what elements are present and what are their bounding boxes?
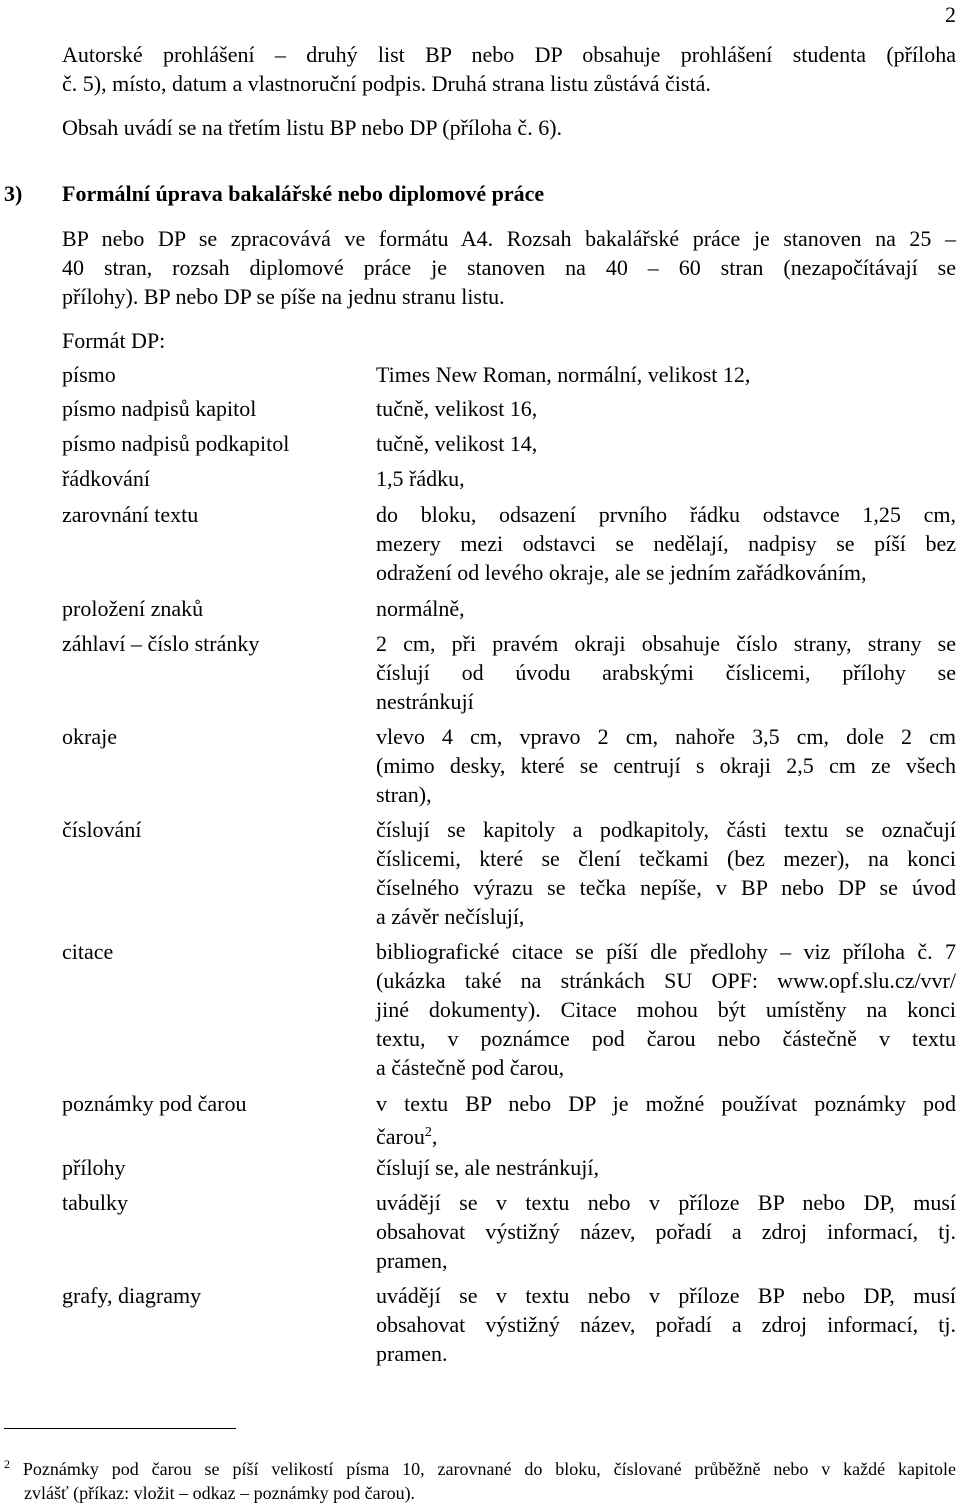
format-row-value — [376, 394, 956, 423]
section-title: Formální úprava bakalářské nebo diplomové práce — [62, 181, 545, 206]
format-row-value-line: 1,5 řádku, — [376, 466, 465, 491]
format-row-value-line: pramen, — [376, 1248, 448, 1273]
format-row-value — [376, 815, 956, 931]
format-row-label: okraje — [62, 724, 117, 749]
intro-line-2: č. 5), místo, datum a vlastnoruční podpis. Druhá strana listu zůstává čistá. — [62, 71, 711, 96]
format-row-value-line: normálně, — [376, 596, 465, 621]
format-row-value-line: vlevo 4 cm, vpravo 2 cm, nahoře 3,5 cm, dole 2 cm — [376, 724, 956, 749]
format-row-label: záhlaví – číslo stránky — [62, 631, 260, 656]
format-row-value-line: a částečně pod čarou, — [376, 1055, 565, 1080]
format-row-label: přílohy — [62, 1155, 126, 1180]
format-row-label: řádkování — [62, 466, 150, 491]
format-row-value — [376, 1153, 956, 1182]
footnote-marker: 2 — [4, 1457, 10, 1471]
format-row-value — [376, 1281, 956, 1368]
format-row-value — [376, 464, 956, 493]
format-row-label: písmo nadpisů kapitol — [62, 396, 257, 421]
footnote-separator — [4, 1428, 236, 1429]
format-row-value — [376, 629, 956, 716]
page-number: 2 — [945, 2, 956, 27]
format-row-label: zarovnání textu — [62, 502, 199, 527]
section-number: 3) — [4, 181, 23, 206]
format-row-value-line: číslicemi, které se člení tečkami (bez mezer), na konci — [376, 846, 956, 871]
format-row-value — [376, 429, 956, 458]
format-row-value-line: číslují od úvodu arabskými číslicemi, přílohy se — [376, 660, 956, 685]
format-row-value-line: obsahovat výstižný název, pořadí a zdroj informací, tj. — [376, 1219, 956, 1244]
format-row-label: grafy, diagramy — [62, 1283, 202, 1308]
format-row-value-line: uvádějí se v textu nebo v příloze BP nebo DP, musí — [376, 1190, 956, 1215]
scope-line-3: přílohy). BP nebo DP se píše na jednu stranu listu. — [62, 284, 505, 309]
section-heading — [4, 181, 544, 207]
footnote — [4, 1452, 956, 1505]
format-row-label: proložení znaků — [62, 596, 204, 621]
format-row-value — [376, 500, 956, 587]
format-row-value-line: (mimo desky, které se centrují s okraji 2,5 cm ze všech — [376, 753, 956, 778]
footnote-line-2: zvlášť (příkaz: vložit – odkaz – poznámky pod čarou). — [24, 1483, 416, 1503]
format-row-value-line: (ukázka také na stránkách SU OPF: www.opf.slu.cz/vvr/ — [376, 968, 956, 993]
format-row-value — [376, 1089, 956, 1151]
format-row-value — [376, 1188, 956, 1275]
format-row-value-line: číslují se, ale nestránkují, — [376, 1155, 599, 1180]
format-row-value — [376, 360, 956, 389]
format-row-label: písmo — [62, 362, 116, 387]
format-row-value-line: čarou — [376, 1124, 425, 1149]
format-row-value-line: stran), — [376, 782, 432, 807]
contents-note: Obsah uvádí se na třetím listu BP nebo DP (příloha č. 6). — [62, 115, 563, 140]
format-row-value-line: tučně, velikost 16, — [376, 396, 538, 421]
footnote-line-1: Poznámky pod čarou se píší velikostí písma 10, zarovnané do bloku, číslované průběžně nebo v každé kapitole — [22, 1459, 957, 1479]
format-row-value-line: Times New Roman, normální, velikost 12, — [376, 362, 751, 387]
format-heading: Formát DP: — [62, 328, 166, 353]
format-row-value-line: uvádějí se v textu nebo v příloze BP nebo DP, musí — [376, 1283, 956, 1308]
format-row-value-line: číslují se kapitoly a podkapitoly, části textu se označují — [376, 817, 956, 842]
format-row-value-line: a závěr nečíslují, — [376, 904, 525, 929]
format-row-value-line: bibliografické citace se píší dle předlohy – viz příloha č. 7 — [376, 939, 956, 964]
format-row-value-line: 2 cm, při pravém okraji obsahuje číslo strany, strany se — [376, 631, 956, 656]
format-row-value-line: obsahovat výstižný název, pořadí a zdroj informací, tj. — [376, 1312, 956, 1337]
format-row-value-line: pramen. — [376, 1341, 448, 1366]
scope-line-1: BP nebo DP se zpracovává ve formátu A4. Rozsah bakalářské práce je stanoven na 25 – — [62, 226, 956, 251]
format-row-value-line: jiné dokumenty). Citace mohou být umístěny na konci — [376, 997, 956, 1022]
format-row-value-line: v textu BP nebo DP je možné používat poznámky pod — [376, 1091, 956, 1116]
footnote-reference[interactable]: 2 — [424, 1125, 432, 1140]
format-row-value-line: nestránkují — [376, 689, 474, 714]
intro-line-1: Autorské prohlášení – druhý list BP nebo DP obsahuje prohlášení studenta (příloha — [62, 42, 956, 67]
format-row-label: tabulky — [62, 1190, 128, 1215]
format-row-value — [376, 594, 956, 623]
format-row-label: číslování — [62, 817, 142, 842]
format-row-value-line: tučně, velikost 14, — [376, 431, 538, 456]
format-row-value-tail: , — [431, 1124, 438, 1149]
format-row-value-line: odražení od levého okraje, ale se jedním zařádkováním, — [376, 560, 867, 585]
format-row-value-line: mezery mezi odstavci se nedělají, nadpisy se píší bez — [376, 531, 956, 556]
format-row-value-line: číselného výrazu se tečka nepíše, v BP nebo DP se úvod — [376, 875, 956, 900]
intro-paragraph — [62, 40, 956, 98]
scope-line-2: 40 stran, rozsah diplomové práce je stanoven na 40 – 60 stran (nezapočítávají se — [62, 255, 956, 280]
format-row-value — [376, 722, 956, 809]
format-row-label: citace — [62, 939, 114, 964]
scope-paragraph — [62, 224, 956, 311]
format-row-value-line: textu, v poznámce pod čarou nebo částečně v textu — [376, 1026, 956, 1051]
format-row-value-line: do bloku, odsazení prvního řádku odstavce 1,25 cm, — [376, 502, 956, 527]
format-row-value — [376, 937, 956, 1082]
format-row-label: písmo nadpisů podkapitol — [62, 431, 290, 456]
format-row-label: poznámky pod čarou — [62, 1091, 247, 1116]
